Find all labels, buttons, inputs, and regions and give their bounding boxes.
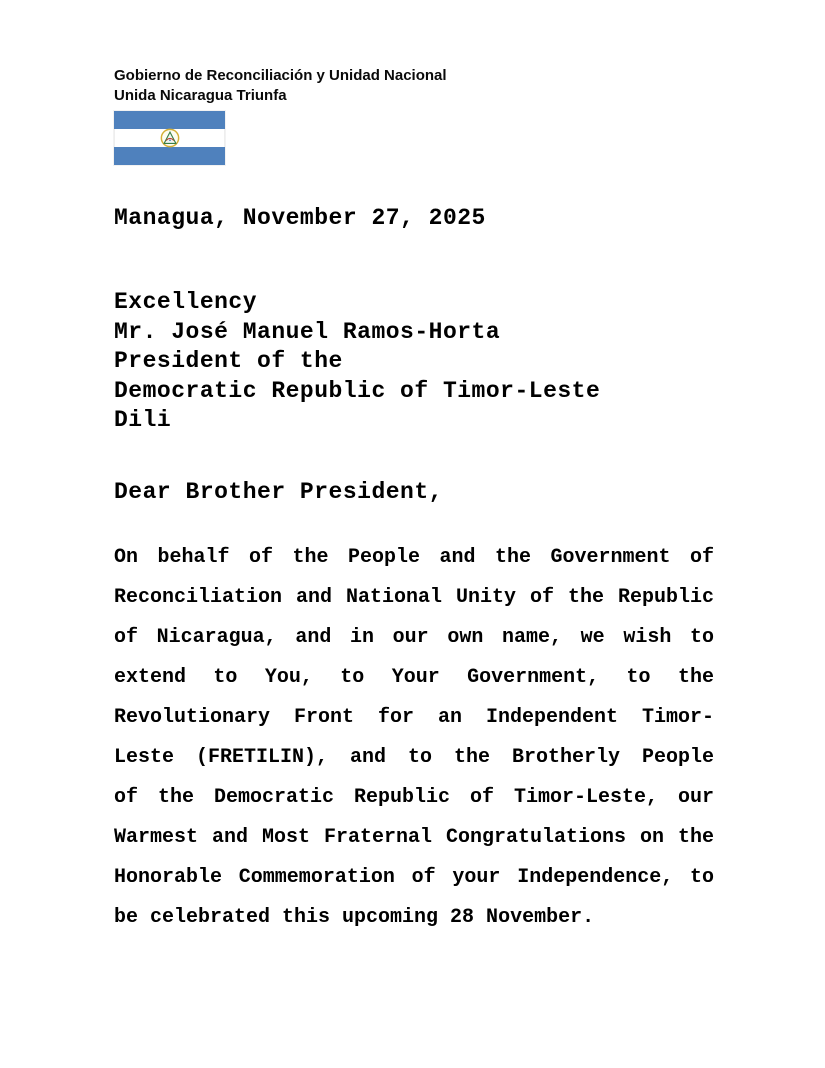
letter-body-line: of the Democratic Republic of Timor-Leste, our: [114, 786, 714, 809]
letter-body-line: Reconciliation and National Unity of the Republic: [114, 586, 714, 609]
flag-stripe-top: [114, 111, 225, 129]
letter-body-line: be celebrated this upcoming 28 November.: [114, 906, 595, 929]
flag-stripe-bottom: [114, 147, 225, 165]
letter-body-line: Warmest and Most Fraternal Congratulations on the: [114, 826, 714, 849]
recipient-line-name: Mr. José Manuel Ramos-Horta: [114, 318, 501, 345]
letter-body-line: of Nicaragua, and in our own name, we wish to: [114, 626, 714, 649]
recipient-line-country: Democratic Republic of Timor-Leste: [114, 377, 601, 404]
date-line: Managua, November 27, 2025: [114, 205, 486, 231]
coat-of-arms-icon: [160, 128, 180, 148]
recipient-line-honorific: Excellency: [114, 289, 258, 315]
letterhead: [114, 66, 447, 106]
recipient-line-city: Dili: [114, 407, 172, 433]
letter-body-line: Honorable Commemoration of your Independence, to: [114, 866, 714, 889]
letter-body-line: extend to You, to Your Government, to the: [114, 666, 714, 689]
letter-body-line: Leste (FRETILIN), and to the Brotherly People: [114, 746, 714, 769]
nicaragua-flag: [114, 111, 225, 165]
recipient-block: [114, 288, 600, 436]
salutation: Dear Brother President,: [114, 479, 443, 505]
letterhead-line-2: Unida Nicaragua Triunfa: [114, 87, 287, 104]
letter-body: [114, 538, 714, 938]
recipient-line-title: President of the: [114, 348, 343, 374]
letter-body-line: On behalf of the People and the Government of: [114, 546, 714, 569]
letterhead-line-1: Gobierno de Reconciliación y Unidad Nacional: [114, 67, 447, 84]
letter-body-line: Revolutionary Front for an Independent Timor-: [114, 706, 714, 729]
